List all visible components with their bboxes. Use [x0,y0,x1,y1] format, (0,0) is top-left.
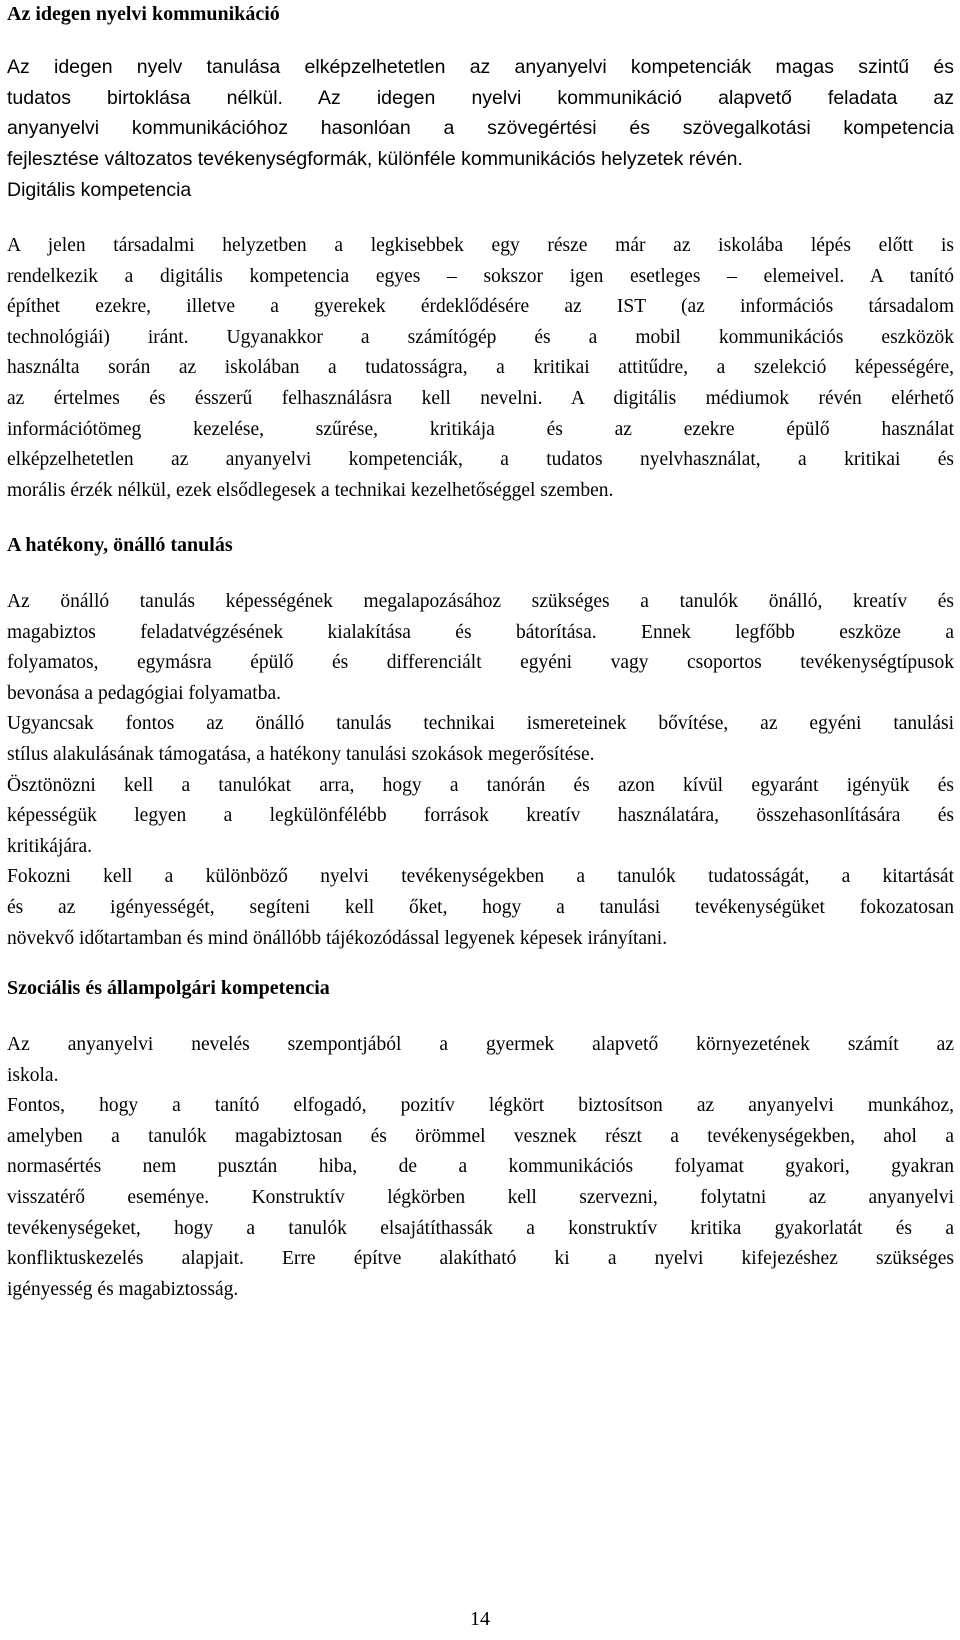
paragraph-idegen [7,52,954,174]
text-line: Fokozni kell a különböző nyelvi tevékenységekben a tanulók tudatosságát, a kitartását [7,866,954,888]
text-line: kritikájára. [7,835,92,857]
text-line: Ugyancsak fontos az önálló tanulás technikai ismereteinek bővítése, az egyéni tanulási [7,713,954,735]
section-heading-idegen: Az idegen nyelvi kommunikáció [7,3,280,25]
text-line: Az anyanyelvi nevelés szempontjából a gyermek alapvető környezetének számít az [7,1034,954,1055]
text-line: az értelmes és ésszerű felhasználásra kell nevelni. A digitális médiumok révén elérhető [7,387,954,409]
page-number: 14 [470,1608,490,1630]
text-line: visszatérő eseménye. Konstruktív légkörben kell szervezni, folytatni az anyanyelvi [7,1186,954,1208]
text-line: morális érzék nélkül, ezek elsődlegesek a technikai kezelhetőséggel szemben. [7,479,614,501]
text-line: konfliktuskezelés alapjait. Erre építve alakítható ki a nyelvi kifejezéshez szükséges [7,1248,954,1270]
paragraph-szocialis [7,1030,954,1305]
paragraph-digitalis [7,231,954,506]
text-line: használta során az iskolában a tudatosságra, a kritikai attitűdre, a szelekció képességére, [7,357,954,379]
text-line: elképzelhetetlen az anyanyelvi kompetenciák, a tudatos nyelvhasználat, a kritikai és [7,449,954,471]
text-line: és az igényességét, segíteni kell őket, hogy a tanulási tevékenységüket fokozatosan [7,896,954,918]
text-line: építhet ezekre, illetve a gyerekek érdeklődésére az IST (az információs társadalom [7,296,954,318]
text-line: igényesség és magabiztosság. [7,1278,239,1300]
text-line: Ösztönözni kell a tanulókat arra, hogy a tanórán és azon kívül egyaránt igényük és [7,774,954,796]
section-heading-szocialis: Szociális és állampolgári kompetencia [7,977,330,999]
paragraph-digitalis-heading [7,175,954,206]
text-line: képességük legyen a legkülönfélébb források kreatív használatára, összehasonlítására és [7,805,954,827]
text-line: növekvő időtartamban és mind önállóbb tájékozódással legyenek képesek irányítani. [7,927,668,949]
text-line: rendelkezik a digitális kompetencia egyes – sokszor igen esetleges – elemeivel. A tanító [7,265,954,287]
text-line: iskola. [7,1064,59,1086]
text-line: normasértés nem pusztán hiba, de a kommunikációs folyamat gyakori, gyakran [7,1156,954,1178]
text-line: Az önálló tanulás képességének megalapozásához szükséges a tanulók önálló, kreatív és [7,591,954,612]
text-line: anyanyelvi kommunikációhoz hasonlóan a szövegértési és szövegalkotási kompetencia [7,117,954,140]
text-line: fejlesztése változatos tevékenységformák, különféle kommunikációs helyzetek révén. [7,147,743,170]
text-line: stílus alakulásának támogatása, a hatékony tanulási szokások megerősítése. [7,743,595,765]
text-line: tevékenységeket, hogy a tanulók elsajátíthassák a konstruktív kritika gyakorlatát és a [7,1217,954,1239]
text-line: technológiái) iránt. Ugyanakkor a számítógép és a mobil kommunikációs eszközök [7,326,954,348]
text-line: A jelen társadalmi helyzetben a legkisebbek egy része már az iskolába lépés előtt is [7,235,954,256]
text-line: tudatos birtoklása nélkül. Az idegen nyelvi kommunikáció alapvető feladata az [7,86,954,109]
section-heading-hatekony: A hatékony, önálló tanulás [7,534,233,556]
text-line: információtömeg kezelése, szűrése, kritikája és az ezekre épülő használat [7,418,954,440]
text-line: magabiztos feladatvégzésének kialakítása és bátorítása. Ennek legfőbb eszköze a [7,621,954,643]
paragraph-hatekony [7,587,954,954]
text-line: Fontos, hogy a tanító elfogadó, pozitív légkört biztosítson az anyanyelvi munkához, [7,1095,954,1117]
section-heading-digitalis: Digitális kompetencia [7,179,192,201]
text-line: Az idegen nyelv tanulása elképzelhetetlen az anyanyelvi kompetenciák magas szintű és [7,56,954,78]
text-line: folyamatos, egymásra épülő és differenciált egyéni vagy csoportos tevékenységtípusok [7,652,954,674]
text-line: amelyben a tanulók magabiztosan és örömmel vesznek részt a tevékenységekben, ahol a [7,1125,954,1147]
text-line: bevonása a pedagógiai folyamatba. [7,682,281,704]
